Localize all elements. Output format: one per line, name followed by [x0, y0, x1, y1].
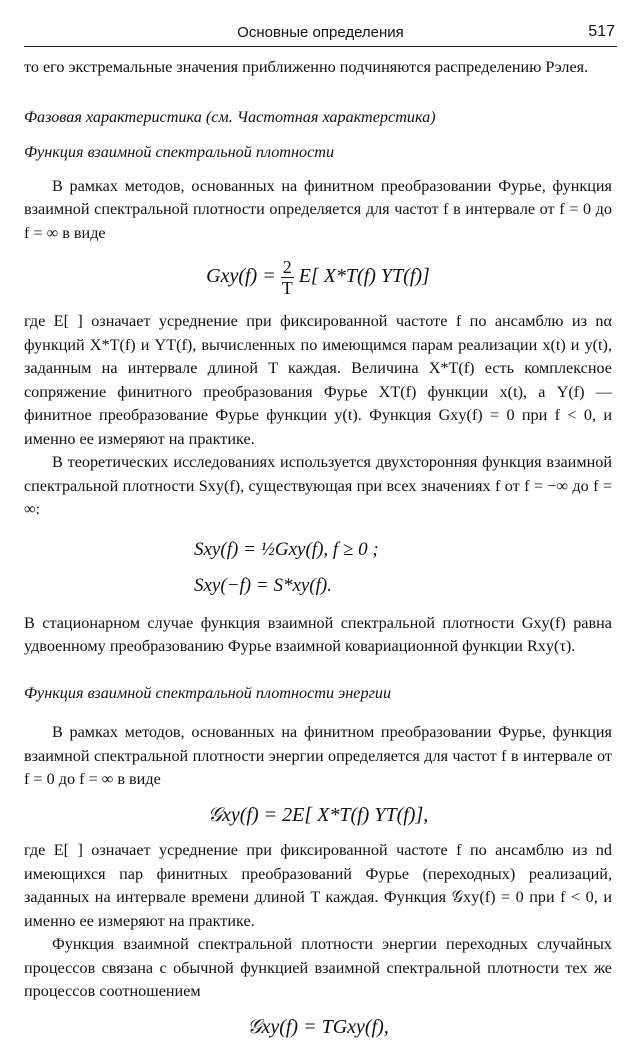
equation-conjugate-symmetry: Sxy(−f) = S*xy(f). [194, 574, 332, 596]
equation-1-rhs: E[ X*T(f) YT(f)] [298, 265, 430, 288]
fraction-2-over-T [281, 257, 294, 298]
equation-energy-relation: 𝒢xy(f) = TGxy(f), [247, 1015, 389, 1038]
fraction-numerator: 2 [282, 257, 292, 277]
equation-pair-two-sided [24, 532, 612, 604]
running-title: Основные определения [237, 24, 404, 41]
fraction-denominator: T [281, 278, 293, 298]
paragraph-energy-3: Функция взаимной спектральной плотности энергии переходных случайных процессов связана с обычной функцией взаимной спектральной плотности тех же процессов соотношением [24, 935, 612, 1000]
paragraph-cross-4: В стационарном случае функция взаимной спектральной плотности Gxy(f) равна удвоенному преобразованию Фурье взаимной ковариационной функции Rxy(τ). [24, 613, 612, 655]
paragraph-cross-3: В теоретических исследованиях используется двухсторонняя функция взаимной спектральной плотности Sxy(f), существующая при всех значениях f от f = −∞ до f = ∞: [24, 453, 612, 518]
equation-two-sided-definition: Sxy(f) = ½Gxy(f), f ≥ 0 ; [194, 538, 379, 560]
paragraph-energy-1: В рамках методов, основанных на финитном преобразовании Фурье, функция взаимной спектральной плотности энергии определяется для частот f в интервале от f = 0 до f = ∞ в виде [24, 723, 612, 788]
running-header [24, 20, 617, 47]
page-number: 517 [588, 23, 615, 40]
equation-cross-spectral-density [24, 257, 612, 298]
heading-phase-characteristic: Фазовая характеристика (см. Частотная характерстика) [24, 107, 436, 126]
intro-paragraph: то его экстремальные значения приближенно подчиняются распределению Рэлея. [24, 58, 589, 76]
heading-cross-energy-density: Функция взаимной спектральной плотности энергии [24, 683, 392, 702]
heading-cross-spectral-density: Функция взаимной спектральной плотности [24, 143, 335, 161]
equation-1-lhs: Gxy(f) = [206, 265, 276, 288]
equation-energy-density: 𝒢xy(f) = 2E[ X*T(f) YT(f)], [207, 803, 429, 826]
page-body [24, 56, 612, 1051]
paragraph-energy-2: где E[ ] означает усреднение при фиксированной частоте f по ансамблю из nd имеющихся пар финитных преобразований Фурье (переходных) реализаций, заданных на интервале времени длиной T каждая. Функция 𝒢xy(f) = 0 при f < 0, и именно ее измеряют на практике. [24, 841, 612, 930]
paragraph-cross-2: где E[ ] означает усреднение при фиксированной частоте f по ансамблю из nα функций X*T(f) и YT(f), вычисленных по имеющимся парам реализации x(t) и y(t), заданным на интервале длиной T каждая. Величина X*T(f) есть комплексное сопряжение финитного преобразования Фурье XT(f) функции x(t), а Y(f) — финитное преобразование Фурье функции y(t). Функция Gxy(f) = 0 при f < 0, и именно ее измеряют на практике. [24, 312, 612, 448]
paragraph-cross-1: В рамках методов, основанных на финитном преобразовании Фурье, функция взаимной спектральной плотности определяется для частот f в интервале от f = 0 до f = ∞ в виде [24, 176, 612, 242]
